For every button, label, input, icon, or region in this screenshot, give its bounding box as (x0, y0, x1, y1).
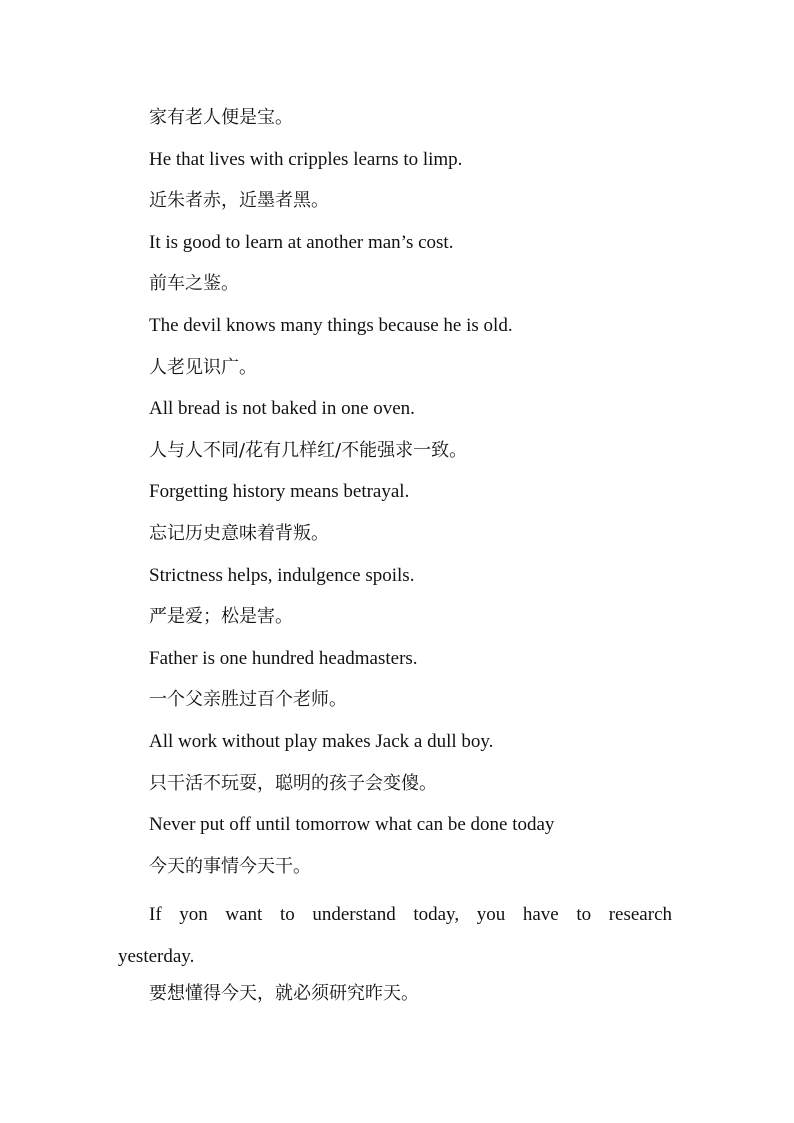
proverb-translation: 一个父亲胜过百个老师。 (149, 689, 347, 711)
proverb-english: All bread is not baked in one oven. (149, 398, 415, 420)
proverb-english: It is good to learn at another man’s cost. (149, 231, 454, 253)
proverb-english: All work without play makes Jack a dull boy. (149, 730, 494, 752)
final-proverb-translation: 要想懂得今天，就必须研究昨天。 (149, 983, 419, 1005)
proverb-translation: 严是爱；松是害。 (149, 606, 293, 628)
proverb-english: Forgetting history means betrayal. (149, 481, 410, 503)
proverb-translation: 近朱者赤，近墨者黑。 (149, 190, 329, 212)
proverb-english: Father is one hundred headmasters. (149, 647, 418, 669)
proverb-translation: 今天的事情今天干。 (149, 855, 311, 877)
final-proverb-paragraph (118, 894, 672, 977)
proverb-english: Strictness helps, indulgence spoils. (149, 564, 415, 586)
proverb-english: The devil knows many things because he is old. (149, 314, 513, 336)
final-proverb-continuation: yesterday. (118, 945, 195, 967)
proverb-english: Never put off until tomorrow what can be done today (149, 814, 555, 836)
proverb-translation: 忘记历史意味着背叛。 (149, 522, 329, 544)
proverb-translation: 只干活不玩耍，聪明的孩子会变傻。 (149, 772, 437, 794)
final-proverb-first-line: If yon want to understand today, you have to research (149, 904, 672, 926)
proverb-translation: 人与人不同/花有几样红/不能强求一致。 (149, 439, 468, 461)
proverb-english: He that lives with cripples learns to limp. (149, 148, 463, 170)
proverb-translation: 前车之鉴。 (149, 273, 239, 295)
document-body (118, 101, 672, 1019)
proverb-translation: 家有老人便是宝。 (149, 107, 293, 128)
proverb-translation: 人老见识广。 (149, 356, 257, 378)
